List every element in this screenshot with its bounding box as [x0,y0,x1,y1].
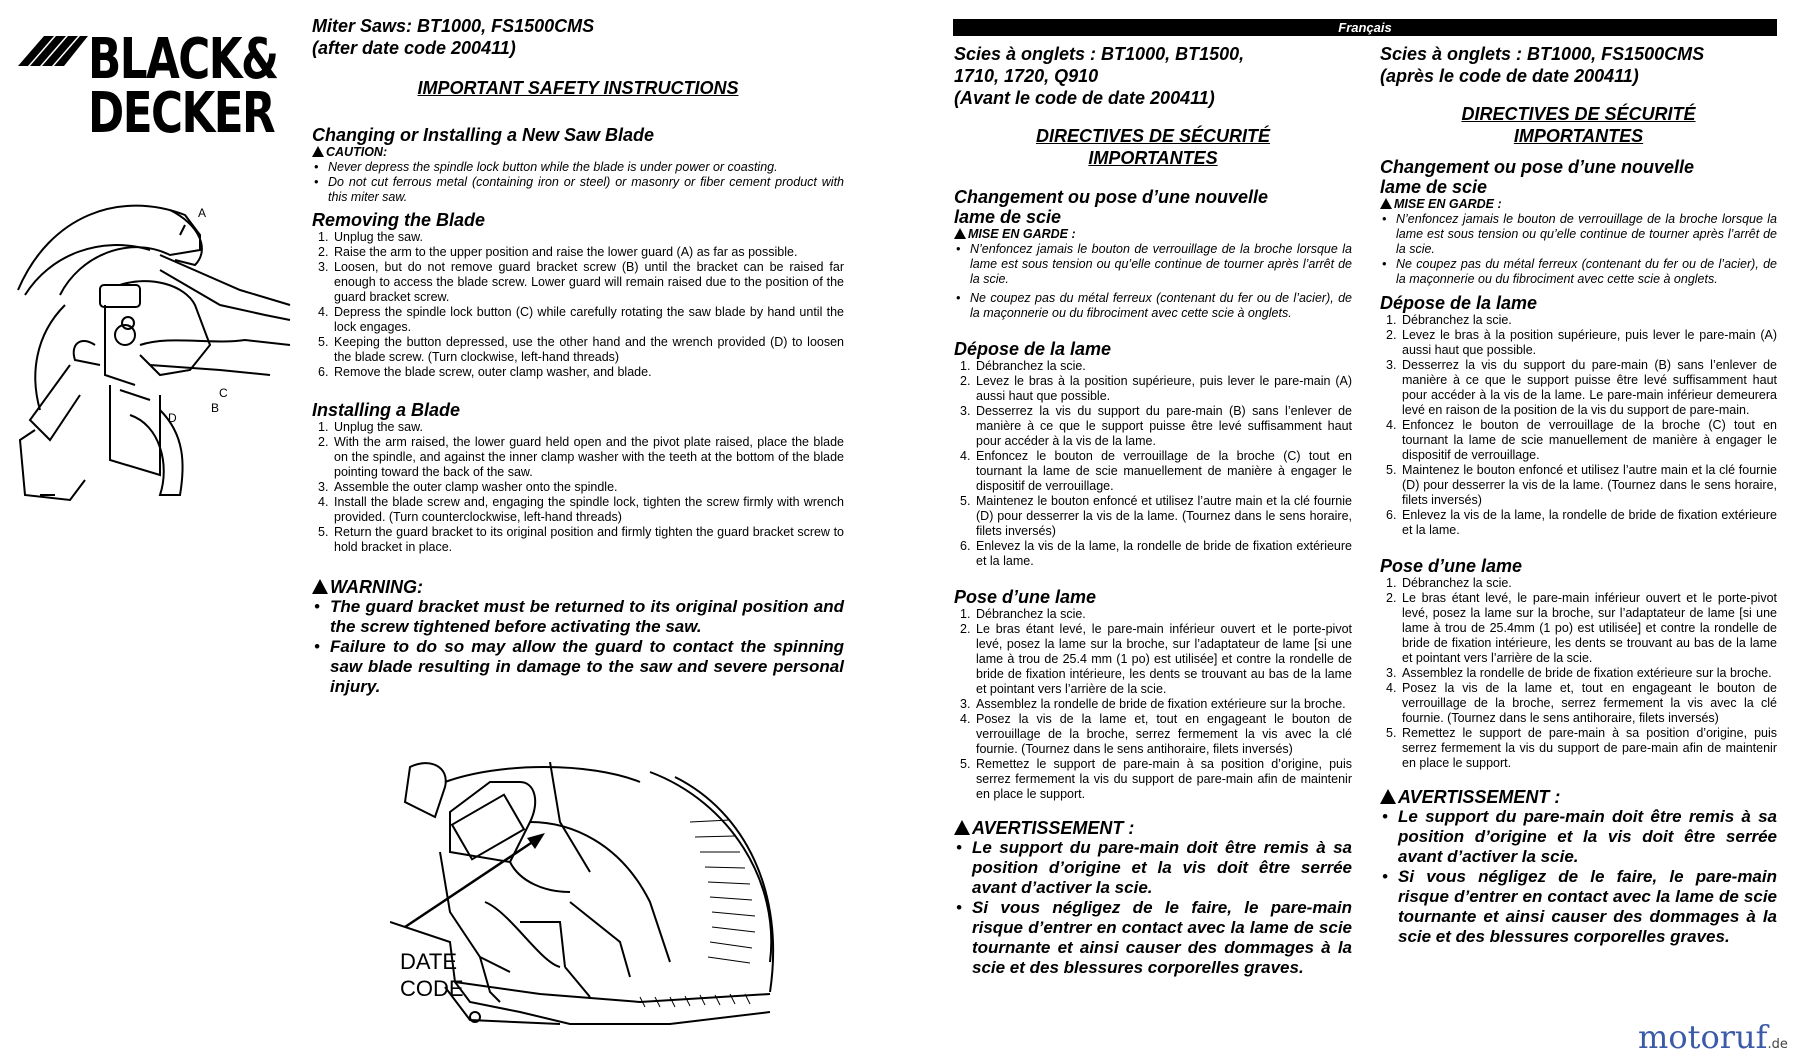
fr2-warning-title: AVERTISSEMENT : [1380,787,1777,807]
brand-logo [18,27,298,154]
list-item: • Do not cut ferrous metal (containing iron or steel) or masonry or fiber cement product with this miter saw. [312,175,844,205]
list-item: 4. Enfoncez le bouton de verrouillage de la broche (C) tout en tournant la lame de scie manuellement de manière à engager le dispositif de verrouillage. [960,449,1352,493]
warning-triangle-icon [1380,789,1396,804]
en-safety-heading: IMPORTANT SAFETY INSTRUCTIONS [417,78,739,98]
list-item: 1. Débranchez la scie. [960,607,1086,621]
fr2-change-title: Changement ou pose d’une nouvelle lame de scie [1380,157,1695,197]
list-item: 5. Maintenez le bouton enfoncé et utilisez l’autre main et la clé fournie (D) pour desserrer la vis de la lame. (Tournez dans le sens horaire, filets inversés) [960,494,1352,538]
list-item: 1. Unplug the saw. [318,230,423,244]
list-item: • Si vous négligez de le faire, le pare-main risque d’entrer en contact avec la lame de scie tournante et ainsi causer des dommages à la scie et des blessures corporelles graves. [1380,867,1777,947]
list-item: 6. Remove the blade screw, outer clamp washer, and blade. [318,365,652,379]
list-item: 5. Remettez le support de pare-main à sa position d’origine, puis serrez fermement la vis du support de pare-main afin de maintenir en place le support. [960,757,1352,801]
fr2-caution: MISE EN GARDE : [1380,197,1777,212]
en-removing-steps [312,230,844,380]
list-item: • Ne coupez pas du métal ferreux (contenant du fer ou de l’acier), de la maçonnerie ou du fibrociment avec cette scie à onglets. [954,291,1352,321]
list-item: • N’enfoncez jamais le bouton de verrouillage de la broche lorsque la lame est sous tension ou qu’elle continue de tourner après l’arrêt de la scie. [954,242,1352,287]
english-column [312,15,844,697]
list-item: 4. Posez la vis de la lame et, tout en engageant le bouton de verrouillage de la broche, serrez fermement la vis avec la clé fournie. (Tournez dans le sens antihoraire, filets inversés) [960,712,1352,756]
fr2-removing-title: Dépose de la lame [1380,293,1538,313]
date-code-label: DATE CODE [400,949,464,1001]
fr1-caution: MISE EN GARDE : [954,227,1352,242]
callout-a: A [198,206,207,220]
fr2-warning-list [1380,807,1777,947]
fr1-installing-title: Pose d’une lame [954,587,1097,607]
list-item: 4. Posez la vis de la lame et, tout en engageant le bouton de verrouillage de la broche, serrez fermement la vis avec la clé fournie. (Tournez dans le sens antihoraire, filets inversés) [1386,681,1777,725]
warning-triangle-icon [1380,198,1392,209]
list-item: 3. Assemblez la rondelle de bride de fixation extérieure sur la broche. [1386,666,1772,680]
fr1-warning-list [954,838,1352,978]
list-item: 2. Le bras étant levé, le pare-main inférieur ouvert et le porte-pivot levé, posez la lame sur la broche, sur l’adaptateur de lame [si une lame à trou de 25.4mm (1 po) est utilisée] et contre la rondelle de bride de fixation intérieure, les dents se trouvant au bas de la lame et pointant vers l’arrière de la scie. [1386,591,1777,665]
fr2-installing-steps [1380,576,1777,771]
list-item: 5. Keeping the button depressed, use the other hand and the wrench provided (D) to loosen the blade screw. (Turn clockwise, left-hand threads) [318,335,844,364]
watermark-suffix: .de [1767,1037,1788,1052]
en-warning-list [312,597,844,697]
list-item: 2. Levez le bras à la position supérieure, puis lever le pare-main (A) aussi haut que possible. [1386,328,1777,357]
fr1-change-title: Changement ou pose d’une nouvelle lame de scie [954,187,1269,227]
en-warning-title: WARNING: [312,577,844,597]
fr2-safety-heading: DIRECTIVES DE SÉCURITÉ IMPORTANTES [1461,104,1696,146]
list-item: 5. Remettez le support de pare-main à sa position d’origine, puis serrez fermement la vis du support de pare-main afin de maintenir en place le support. [1386,726,1777,770]
list-item: • Ne coupez pas du métal ferreux (contenant du fer ou de l’acier), de la maçonnerie ou du fibrociment avec cette scie à onglets. [1380,257,1777,287]
list-item: • Failure to do so may allow the guard to contact the spinning saw blade resulting in damage to the saw and severe personal injury. [312,637,844,697]
list-item: • The guard bracket must be returned to its original position and the screw tightened before activating the saw. [312,597,844,637]
list-item: 6. Enlevez la vis de la lame, la rondelle de bride de fixation extérieure et la lame. [1386,508,1777,537]
list-item: 4. Depress the spindle lock button (C) while carefully rotating the saw blade by hand until the lock engages. [318,305,844,334]
logo-line-2: DECKER [88,81,275,146]
list-item: • Si vous négligez de le faire, le pare-main risque d’entrer en contact avec la lame de scie tournante et ainsi causer des dommages à la scie et des blessures corporelles graves. [954,898,1352,978]
en-change-title: Changing or Installing a New Saw Blade [312,125,655,145]
fr1-warning-title: AVERTISSEMENT : [954,818,1352,838]
list-item: 2. Levez le bras à la position supérieure, puis lever le pare-main (A) aussi haut que possible. [960,374,1352,403]
en-removing-title: Removing the Blade [312,210,486,230]
callout-c: C [219,386,228,400]
list-item: • Le support du pare-main doit être remis à sa position d’origine et la vis doit être serrée avant d’activer la scie. [1380,807,1777,867]
list-item: 2. Le bras étant levé, le pare-main inférieur ouvert et le porte-pivot levé, posez la lame sur la broche, sur l’adaptateur de lame [si une lame à trou de 25.4 mm (1 po) est utilisée] et contre la rondelle de bride de fixation intérieure, les dents se trouvant au bas de la lame et pointant vers l’arrière de la scie. [960,622,1352,696]
list-item: 1. Débranchez la scie. [960,359,1086,373]
list-item: 4. Enfoncez le bouton de verrouillage de la broche (C) tout en tournant la lame de scie manuellement de manière à engager le dispositif de verrouillage. [1386,418,1777,462]
list-item: • N’enfoncez jamais le bouton de verrouillage de la broche lorsque la lame est sous tension ou qu’elle continue de tourner après l’arrêt de la scie. [1380,212,1777,257]
fr1-caution-list [954,242,1352,321]
list-item: 5. Return the guard bracket to its original position and firmly tighten the guard bracket screw to hold bracket in place. [318,525,844,554]
saw-blade-illustration [10,195,295,510]
watermark-text: motoruf [1638,1018,1768,1056]
list-item: 1. Unplug the saw. [318,420,423,434]
list-item: 3. Assemble the outer clamp washer onto the spindle. [318,480,618,494]
list-item: • Le support du pare-main doit être remis à sa position d’origine et la vis doit être serrée avant d’activer la scie. [954,838,1352,898]
warning-triangle-icon [312,579,328,594]
en-title: Miter Saws: BT1000, FS1500CMS (after date code 200411) [312,16,595,58]
fr1-removing-steps [954,359,1352,569]
warning-triangle-icon [954,820,970,835]
warning-triangle-icon [954,228,966,239]
en-caution: CAUTION: [312,145,844,160]
language-label: Français [1338,20,1392,35]
warning-triangle-icon [312,146,324,157]
list-item: 3. Assemblez la rondelle de bride de fixation extérieure sur la broche. [960,697,1346,711]
fr1-installing-steps [954,607,1352,802]
list-item: 3. Loosen, but do not remove guard bracket screw (B) until the bracket can be raised far enough to access the blade screw. Lower guard will remain raised due to the position of the guard bracket screw. [318,260,844,304]
french-column-1 [954,43,1352,978]
logo-line-1: BLACK& [88,27,278,92]
en-installing-title: Installing a Blade [312,400,461,420]
fr1-safety-heading: DIRECTIVES DE SÉCURITÉ IMPORTANTES [1035,126,1271,168]
french-column-2 [1380,43,1777,947]
en-caution-list [312,160,844,205]
logo-hexagon-stripes-icon [18,36,88,92]
list-item: 2. With the arm raised, the lower guard held open and the pivot plate raised, place the blade on the spindle, and against the inner clamp washer with the teeth at the bottom of the blade pointing toward the back of the saw. [318,435,844,479]
list-item: • Never depress the spindle lock button while the blade is under power or coasting. [312,160,844,175]
list-item: 3. Desserrez la vis du support du pare-main (B) sans l’enlever de manière à ce que le support puisse être levé suffisamment haut pour accéder à la vis de la lame. [960,404,1352,448]
list-item: 5. Maintenez le bouton enfoncé et utilisez l’autre main et la clé fournie (D) pour desserrer la vis de la lame. (Tournez dans le sens horaire, filets inversés) [1386,463,1777,507]
fr1-removing-title: Dépose de la lame [954,339,1112,359]
list-item: 1. Débranchez la scie. [1386,313,1512,327]
callout-d: D [168,411,177,425]
language-header-bar [953,19,1777,36]
list-item: 1. Débranchez la scie. [1386,576,1512,590]
fr2-removing-steps [1380,313,1777,538]
fr2-installing-title: Pose d’une lame [1380,556,1523,576]
list-item: 4. Install the blade screw and, engaging the spindle lock, tighten the screw firmly with wrench provided. (Turn counterclockwise, left-hand threads) [318,495,844,524]
fr1-title: Scies à onglets : BT1000, BT1500, 1710, 1720, Q910 (Avant le code de date 200411) [954,44,1245,108]
list-item: 3. Desserrez la vis du support du pare-main (B) sans l’enlever de manière à ce que le support puisse être levé suffisamment haut pour accéder à la vis de la lame. Le pare-main inférieur demeurera levé en raison de la position de la vis du support de pare-main. [1386,358,1777,417]
fr2-caution-list [1380,212,1777,287]
watermark [1638,1020,1788,1062]
callout-b: B [211,401,220,415]
list-item: 2. Raise the arm to the upper position and raise the lower guard (A) as far as possible. [318,245,798,259]
en-installing-steps [312,420,844,555]
fr2-title: Scies à onglets : BT1000, FS1500CMS (après le code de date 200411) [1380,44,1705,86]
list-item: 6. Enlevez la vis de la lame, la rondelle de bride de fixation extérieure et la lame. [960,539,1352,568]
